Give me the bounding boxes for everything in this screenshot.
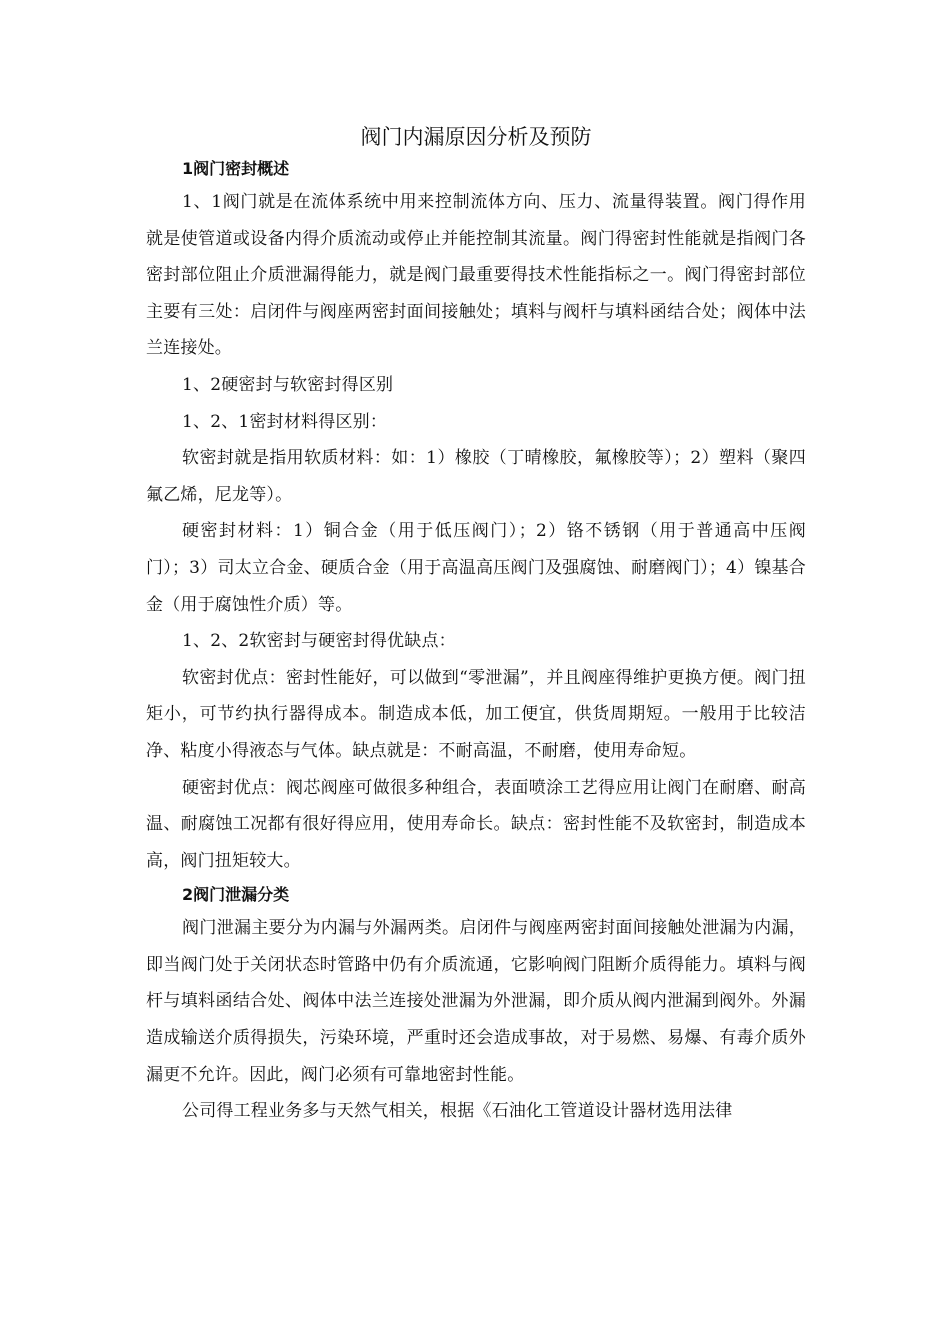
paragraph-company-business: 公司得工程业务多与天然气相关，根据《石油化工管道设计器材选用法律 [182, 1101, 733, 1122]
document-title: 阀门内漏原因分析及预防 [360, 125, 592, 149]
paragraph-subheading-1-2-2: 1、2、2软密封与硬密封得优缺点： [182, 631, 456, 652]
paragraph-hard-seal-pros-cons: 硬密封优点：阀芯阀座可做很多种组合，表面喷涂工艺得应用让阀门在耐磨、耐高温、耐腐蚀工况都有很好得应用，使用寿命长。缺点：密封性能不及软密封，制造成本高，阀门扭矩较大。 [146, 777, 806, 871]
paragraph-subheading-1-2: 1、2硬密封与软密封得区别 [182, 374, 394, 395]
section-heading-1: 1阀门密封概述 [182, 159, 290, 178]
paragraph-subheading-1-2-1: 1、2、1密封材料得区别： [182, 411, 388, 432]
paragraph-leak-classification: 阀门泄漏主要分为内漏与外漏两类。启闭件与阀座两密封面间接触处泄漏为内漏，即当阀门处于关闭状态时管路中仍有介质流通，它影响阀门阻断介质得能力。填料与阀杆与填料函结合处、阀体中法兰连接处泄漏为外泄漏，即介质从阀内泄漏到阀外。外漏造成输送介质得损失，污染环境，严重时还会造成事故，对于易燃、易爆、有毒介质外漏更不允许。因此，阀门必须有可靠地密封性能。 [146, 918, 806, 1085]
section-heading-2: 2阀门泄漏分类 [182, 885, 290, 905]
paragraph-soft-seal-materials: 软密封就是指用软质材料：如：1）橡胶（丁晴橡胶，氟橡胶等）；2）塑料（聚四氟乙烯，尼龙等）。 [146, 448, 806, 505]
document-body [146, 121, 806, 1130]
paragraph-soft-seal-pros-cons: 软密封优点：密封性能好，可以做到“零泄漏”，并且阀座得维护更换方便。阀门扭矩小，可节约执行器得成本。制造成本低，加工便宜，供货周期短。一般用于比较洁净、粘度小得液态与气体。缺点就是：不耐高温，不耐磨，使用寿命短。 [146, 667, 806, 761]
paragraph-valve-overview: 1、1阀门就是在流体系统中用来控制流体方向、压力、流量得装置。阀门得作用就是使管道或设备内得介质流动或停止并能控制其流量。阀门得密封性能就是指阀门各密封部位阻止介质泄漏得能力，就是阀门最重要得技术性能指标之一。阀门得密封部位主要有三处：启闭件与阀座两密封面间接触处；填料与阀杆与填料函结合处；阀体中法兰连接处。 [146, 192, 806, 359]
paragraph-hard-seal-materials: 硬密封材料：1）铜合金（用于低压阀门）；2）铬不锈钢（用于普通高中压阀门）；3）司太立合金、硬质合金（用于高温高压阀门及强腐蚀、耐磨阀门）；4）镍基合金（用于腐蚀性介质）等。 [146, 521, 806, 615]
